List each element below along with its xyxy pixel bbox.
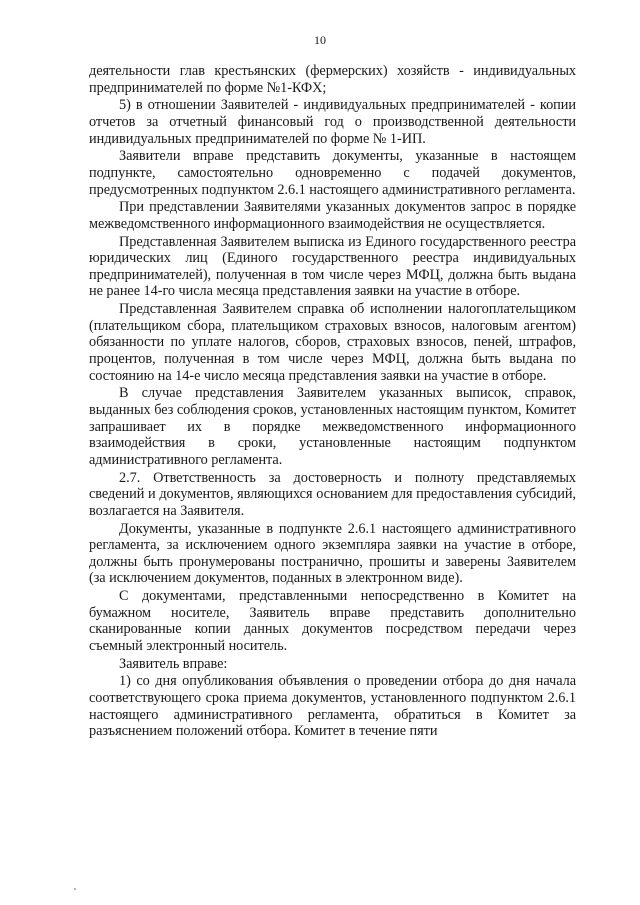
paragraph-right-item-1: 1) со дня опубликования объявления о проведении отбора до дня начала соответствующего срока приема документов, установленного подпунктом 2.6.1 настоящего административного регламента, обратиться в Комитет за разъяснением положений отбора. Комитет в течение пяти bbox=[89, 673, 576, 740]
paragraph-applicant-rights-heading: Заявитель вправе: bbox=[119, 655, 228, 672]
paragraph-applicant-right-to-submit: Заявители вправе представить документы, указанные в настоящем подпункте, самостоятельно одновременно с подачей документов, предусмотренных подпунктом 2.6.1 настоящего административного регламента. bbox=[89, 148, 576, 198]
page-number: 10 bbox=[314, 33, 326, 47]
document-body bbox=[89, 63, 576, 741]
paragraph-documents-numbering: Документы, указанные в подпункте 2.6.1 настоящего административного регламента, за исключением одного экземпляра заявки на участие в отборе, должны быть пронумерованы постранично, прошиты и заверены Заявителем (за исключением документов, поданных в электронном виде). bbox=[89, 520, 576, 587]
paragraph-continuation: деятельности глав крестьянских (фермерских) хозяйств - индивидуальных предпринимателей по форме №1-КФХ; bbox=[89, 63, 576, 96]
paragraph-section-2-7-responsibility: 2.7. Ответственность за достоверность и полноту представляемых сведений и документов, являющихся основанием для предоставления субсидий, возлагается на Заявителя. bbox=[89, 469, 576, 519]
paragraph-item-5-ip-reports: 5) в отношении Заявителей - индивидуальных предпринимателей - копии отчетов за отчетный финансовый год о производственной деятельности индивидуальных предпринимателей по форме № 1-ИП. bbox=[89, 97, 576, 147]
paragraph-no-interagency-request: При представлении Заявителями указанных документов запрос в порядке межведомственного информационного взаимодействия не осуществляется. bbox=[89, 199, 576, 232]
paragraph-scanned-copies: С документами, представленными непосредственно в Комитет на бумажном носителе, Заявитель вправе представить дополнительно сканированные копии данных документов посредством передачи через съемный электронный носитель. bbox=[89, 588, 576, 654]
paragraph-late-documents: В случае представления Заявителем указанных выписок, справок, выданных без соблюдения сроков, установленных настоящим пунктом, Комитет запрашивает их в порядке межведомственного информационного взаимодействия в сроки, установленные настоящим подпунктом административного регламента. bbox=[89, 385, 576, 468]
scan-artifact-dot bbox=[74, 888, 76, 890]
paragraph-tax-certificate: Представленная Заявителем справка об исполнении налогоплательщиком (плательщиком сбора, плательщиком страховых взносов, налоговым агентом) обязанности по уплате налогов, сборов, страховых взносов, пеней, штрафов, процентов, полученная в том числе через МФЦ, должна быть выдана по состоянию на 14-е число месяца представления заявки на участие в отборе. bbox=[89, 301, 576, 384]
paragraph-registry-extract: Представленная Заявителем выписка из Единого государственного реестра юридических лиц (Единого государственного реестра индивидуальных предпринимателей), полученная в том числе через МФЦ, должна быть выдана не ранее 14-го числа месяца представления заявки на участие в отборе. bbox=[89, 233, 576, 300]
